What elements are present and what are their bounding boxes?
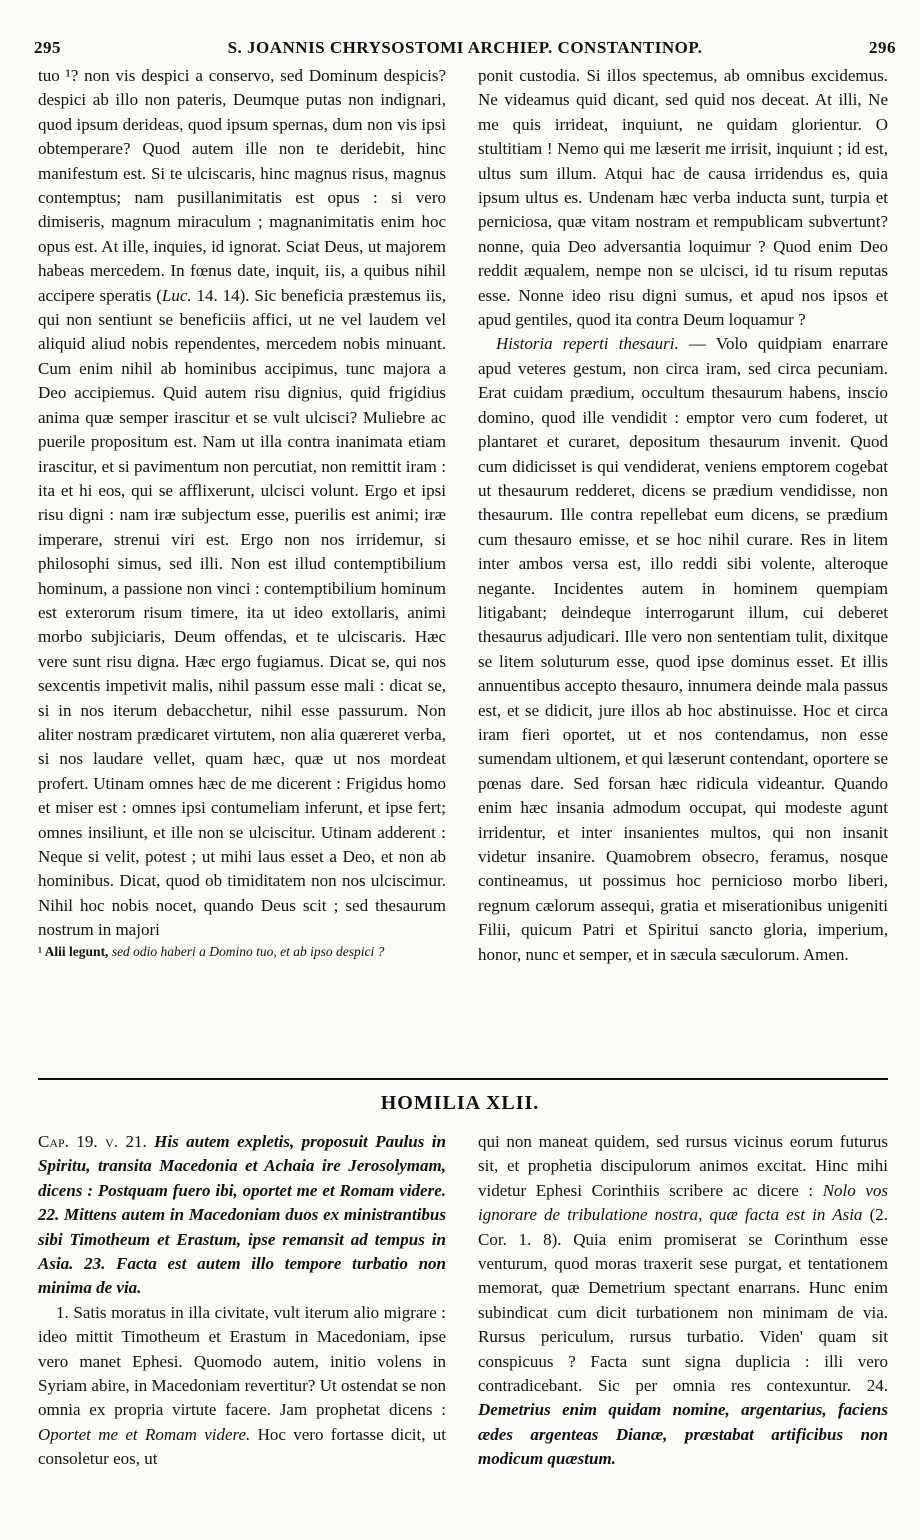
quotation: Oportet me et Romam videre. <box>38 1424 251 1444</box>
scripture-reference: Luc. <box>161 285 192 305</box>
column-bottom-right <box>478 1130 888 1472</box>
column-top-right <box>478 64 888 967</box>
paragraph: Historia reperti thesauri. — Volo quidpiam enarrare apud veteres gestum, non circa iram, sed circa pecuniam. Erat cuidam prædium, occultum thesaurum habens, inscio domino, quod ille vendidit : emptor vero cum foderet, ut plantaret et curaret, depositum thesaurum invenit. Quod cum didicisset is qui vendiderat, veniens emptorem cogebat ut thesaurum redderet, dicens se prædium vendidisse, non thesaurum. Ille contra repellebat eum dicens, se prædium cum thesauro emisse, et se hoc nihil curare. Res in litem inter ambos versa est, illo reddi sibi volente, alteroque negante. Incidentes autem in hominem quempiam litigabant; deindeque interrogarunt illum, cui deberet thesaurus adjudicari. Ille vero non sententiam tulit, dixitque se litem soluturum esse, quod ipse dominus esset. Et illis annuentibus accepto thesauro, innumera deinde mala passus est, et se didicit, jure illos ab hoc abstinuisse. Hoc et circa iram fieri oportet, ut et nos contendamus, non esse sumendam ultionem, et qui læserunt contendant, oportere se pœnas dare. Sed forsan hæc ridicula videantur. Quando enim hæc insania admodum occupat, qui modeste agunt irridentur, et inter insanientes multos, qui non insanit videtur insanire. Quamobrem obsecro, feramus, nosque contineamus, ut possimus hoc pernicioso morbo liberi, regnum cælorum assequi, gratia et miserationibus unigeniti Filii, quicum Patri et Spiritui sancto gloria, imperium, honor, nunc et semper, et in sæcula sæculorum. Amen. <box>478 334 888 964</box>
paragraph: 1. Satis moratus in illa civitate, vult iterum alio migrare : ideo mittit Timotheum et Erastum in Macedoniam, ipse vero manet Ephesi. Quomodo autem, initio volens in Syriam abire, in Macedoniam revertitur? Ut ostendat se non omnia ex propria virtute facere. Jam prophetat dicens : Oportet me et Romam videre. Hoc vero fortasse dicit, ut consoletur eos, ut <box>38 1302 446 1469</box>
paragraph: tuo ¹? non vis despici a conservo, sed Dominum despicis? despici ab illo non pateris, Deumque putas non indignari, quod ipsum derideas, quod ipsum spernas, dum non vis ipsi obtemperare? Quod autem ille non te deridebit, hinc manifestum est. Si te ulciscaris, hinc magnus risus, magnus contemptus; nam pusillanimitatis est opus : si vero dimiseris, magnum miraculum ; magnanimitatis enim hoc opus est. At ille, inquies, id ignorat. Sciat Deus, ut majorem habeas mercedem. In fœnus date, inquit, iis, a quibus nihil accipere speratis (Luc. 14. 14). Sic beneficia præstemus iis, qui non sentiunt se beneficiis affici, ut ne vel laudem vel aliquid aliud nobis rependentes, mercedem nobis minuant. Cum enim nihil ab hominibus accipimus, tunc majora a Deo accipiemus. Quid autem risu dignius, quid frigidius anima quæ semper irascitur et se vult ulcisci? Muliebre ac puerile propositum est. Nam ut illa contra inanimata etiam irascitur, et si pavimentum non percutiat, non remittit iram : ita et hi eos, qui se afflixerunt, ulcisci volunt. Ergo et ipsi risu digni : nam iræ subjectum esse, puerilis est animi; iræ imperare, strenui viri est. Ergo non nos irridemur, si philosophi simus, sed illi. Non est illud contemptibilium hominum, a passione non vinci : contemptibilium hominum est exterorum risum timere, ita ut ideo extollaris, animi morbo subjiciaris, Deum offendas, et te ulciscaris. Hæc vere sunt risu digna. Hæc ergo fugiamus. Dicat se, qui nos sexcentis impetivit malis, nihil passum esse mali : dicat se, si in nos iterum debacchetur, nihil esse passurum. Non aliter nostram prædicaret virtutem, non alia quæreret verba, si nos laudare vellet, quam hæc, quæ ut nos mordeat profert. Utinam omnes hæc de me dicerent : Frigidus homo et miser est : omnes ipsi contumeliam inferunt, et ipse fert; omnes insiliunt, et ille non se ulciscitur. Utinam adderent : Neque si velit, potest ; ut mihi laus esset a Deo, et non ab hominibus. Dicat, quod ob timiditatem non nos ulciscimur. Nihil hoc nobis nocet, quando Deus scit ; sed thesaurum nostrum in majori <box>38 66 447 940</box>
footnote: ¹ Alii legunt, sed odio haberi a Domino tuo, et ab ipso despici ? <box>38 943 385 959</box>
chapter-reference: Cap. 19. v. 21. <box>38 1132 147 1151</box>
paragraph: ponit custodia. Si illos spectemus, ab omnibus excidemus. Ne videamus quid dicant, sed quid nos deceat. At illi, Ne me quis irrideat, inquiunt, ne quidam glorientur. O stultitiam ! Nemo qui me læserit me irrisit, inquiunt ; id est, ultus sum illum. Atqui hac de causa irridendus es, quia ipsum ultus es. Undenam hæc verba inducta sunt, turpia et perniciosa, quæ vitam nostram et rempublicam subvertunt? nonne, quia Deo adversantia loquimur ? Quod enim Deo reddit æqualem, nempe non se ulcisci, id tu risum reputas esse. Nonne ideo risu digni sumus, et apud nos ipsos et apud gentiles, quod ita contra Deum loquamur ? <box>478 66 888 330</box>
quotation: Demetrius enim quidam nomine, argentarius, faciens ædes argenteas Dianæ, præstabat artificibus non modicum quæstum. <box>478 1400 888 1469</box>
column-bottom-left <box>38 1130 446 1472</box>
divider-rule <box>38 1078 888 1080</box>
verse-summary <box>38 1130 446 1301</box>
page-number-left: 295 <box>34 38 61 57</box>
running-title: S. JOANNIS CHRYSOSTOMI ARCHIEP. CONSTANTINOP. <box>227 38 703 57</box>
column-top-left <box>38 64 446 960</box>
verse-text: His autem expletis, proposuit Paulus in Spiritu, transita Macedonia et Achaia ire Jerosolymam, dicens : Postquam fuero ibi, oportet me et Romam videre. 22. Mittens autem in Macedoniam duos ex ministrantibus sibi Timotheum et Erastum, ipse remansit ad tempus in Asia. 23. Facta est autem illo tempore turbatio non minima de via. <box>38 1132 446 1298</box>
page-number-right: 296 <box>869 38 896 57</box>
section-heading: Historia reperti thesauri. <box>496 334 679 354</box>
page-header <box>34 38 896 62</box>
paragraph: qui non maneat quidem, sed rursus vicinus eorum futurus sit, et prophetia discipulorum animos excitat. Hinc mihi videtur Ephesi Corinthiis scribere ac dicere : Nolo vos ignorare de tribulatione nostra, quæ facta est in Asia (2. Cor. 1. 8). Quia enim promiserat se Corinthum esse venturum, quod moras traxerit sese purgat, et tentationem memorat, quæ Demetrium spectant enarrans. Hunc enim subindicat cum dicit turbationem non minimam de via. Rursus periculum, rursus turbatio. Viden' quam sit conspicuus ? Facta sunt signa duplicia : illi vero contradicebant. Sic per omnia res contexuntur. 24. Demetrius enim quidam nomine, argentarius, faciens ædes argenteas Dianæ, præstabat artificibus non modicum quæstum. <box>478 1132 888 1469</box>
homily-title: HOMILIA XLII. <box>380 1092 540 1114</box>
quotation: Nolo vos ignorare de tribulatione nostra, quæ facta est in Asia <box>478 1180 888 1225</box>
